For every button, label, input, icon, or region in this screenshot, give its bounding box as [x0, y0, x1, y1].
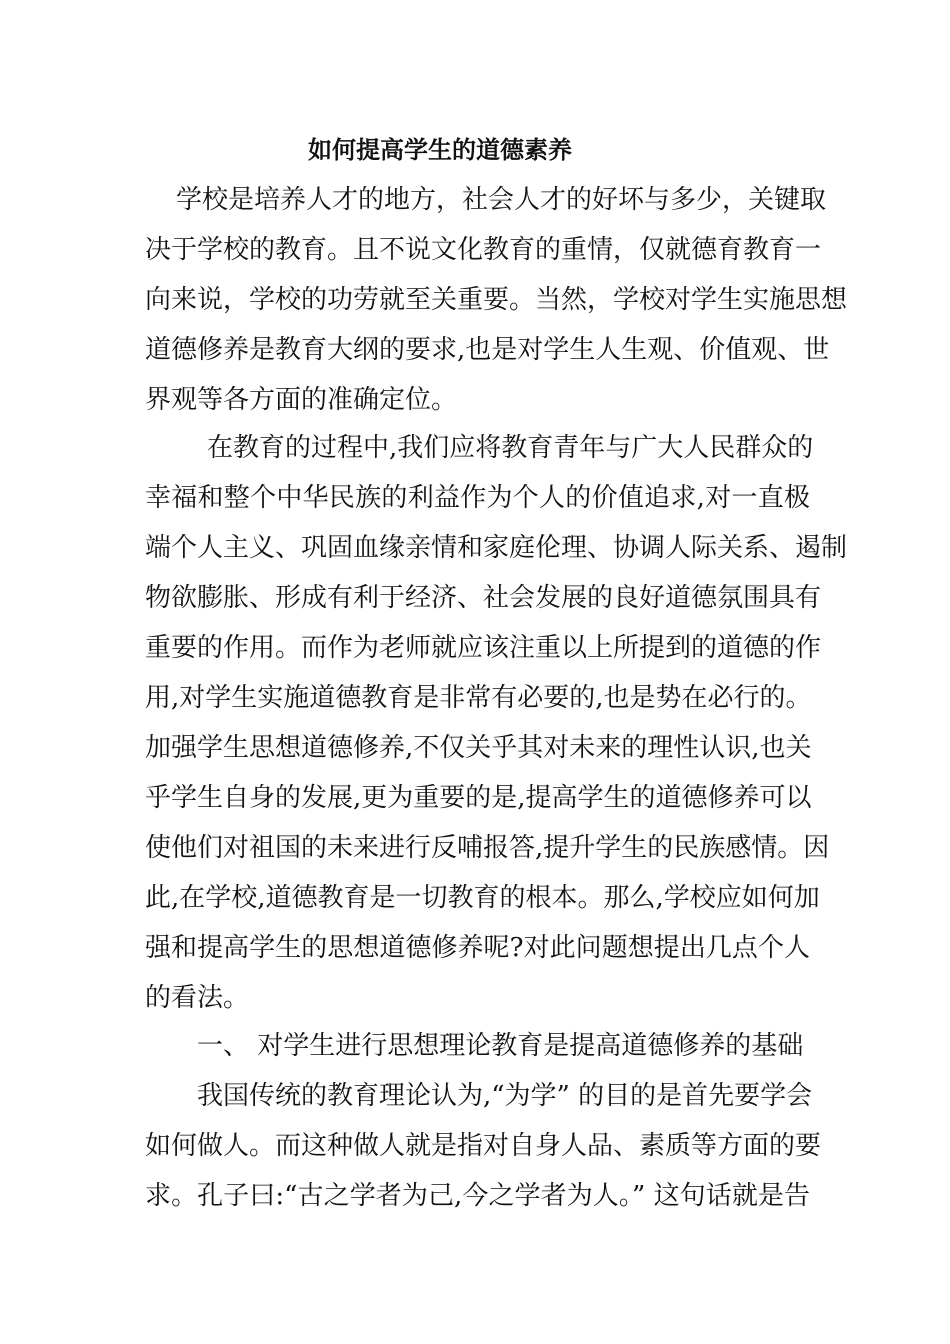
section-heading: 一、 对学生进行思想理论教育是提高道德修养的基础: [197, 1031, 804, 1061]
paragraph-line: 如何做人。而这种做人就是指对自身人品、素质等方面的要: [145, 1131, 822, 1161]
paragraph-line: 界观等各方面的准确定位。: [145, 385, 458, 415]
paragraph-line: 决于学校的教育。且不说文化教育的重情，仅就德育教育一: [145, 235, 822, 265]
document-title: 如何提高学生的道德素养: [308, 135, 572, 164]
paragraph-line: 加强学生思想道德修养,不仅关乎其对未来的理性认识,也关: [145, 733, 812, 763]
paragraph-line: 向来说，学校的功劳就至关重要。当然，学校对学生实施思想: [145, 285, 848, 315]
paragraph-line: 端个人主义、巩固血缘亲情和家庭伦理、协调人际关系、遏制: [145, 533, 848, 563]
paragraph-line: 乎学生自身的发展,更为重要的是,提高学生的道德修养可以: [145, 783, 812, 813]
paragraph-line: 的看法。: [145, 983, 250, 1013]
paragraph-line: 在教育的过程中,我们应将教育青年与广大人民群众的: [207, 433, 814, 463]
paragraph-line: 使他们对祖国的未来进行反哺报答,提升学生的民族感情。因: [145, 833, 830, 863]
paragraph-line: 用,对学生实施道德教育是非常有必要的,也是势在必行的。: [145, 683, 812, 713]
paragraph-line: 求。孔子曰:“古之学者为己,今之学者为人。” 这句话就是告: [145, 1181, 810, 1211]
paragraph-line: 重要的作用。而作为老师就应该注重以上所提到的道德的作: [145, 633, 822, 663]
paragraph-line: 强和提高学生的思想道德修养呢?对此问题想提出几点个人: [145, 933, 810, 963]
paragraph-line: 物欲膨胀、形成有利于经济、社会发展的良好道德氛围具有: [145, 583, 822, 613]
paragraph-line: 此,在学校,道德教育是一切教育的根本。那么,学校应如何加: [145, 883, 820, 913]
paragraph-line: 学校是培养人才的地方，社会人才的好坏与多少，关键取: [176, 185, 827, 215]
paragraph-line: 我国传统的教育理论认为,“为学” 的目的是首先要学会: [197, 1081, 813, 1111]
paragraph-line: 幸福和整个中华民族的利益作为个人的价值追求,对一直极: [145, 483, 810, 513]
paragraph-line: 道德修养是教育大纲的要求,也是对学生人生观、价值观、世: [145, 335, 830, 365]
